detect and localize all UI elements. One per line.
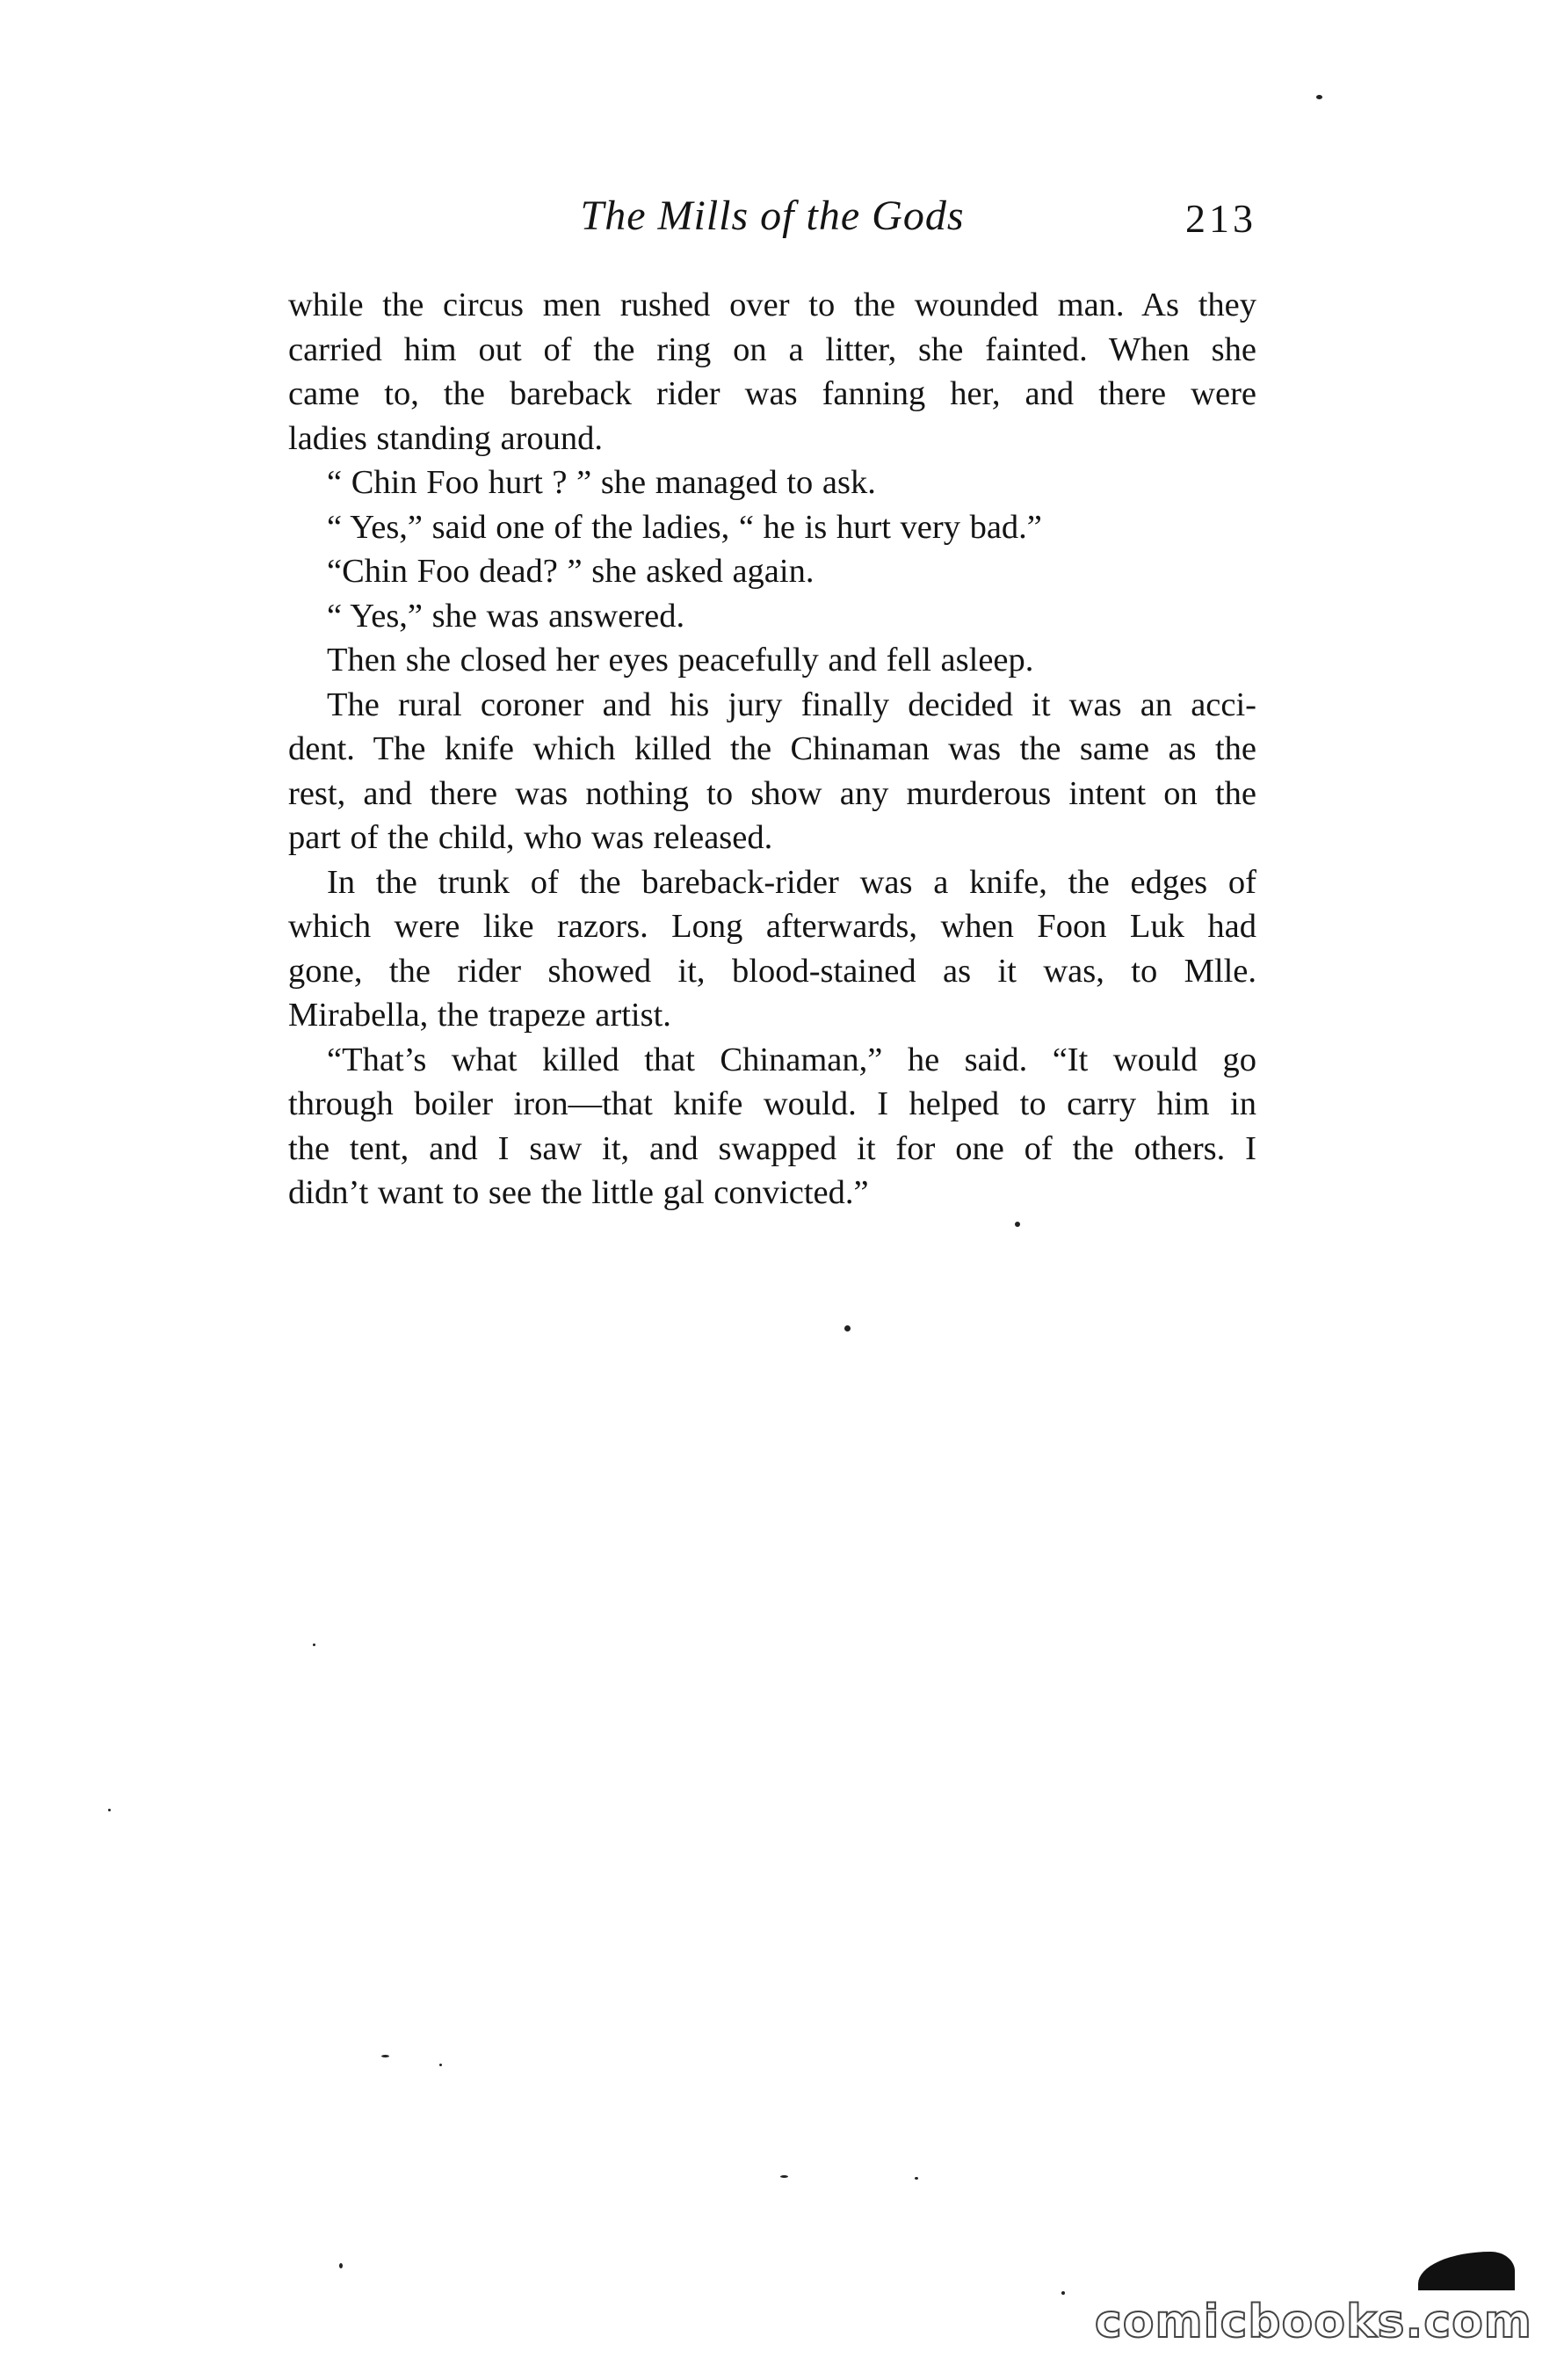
text-line: The rural coroner and his jury finally decided it was an acci- <box>327 686 1256 723</box>
running-title: The Mills of the Gods <box>580 192 965 239</box>
text-line: while the circus men rushed over to the wounded man. As they <box>288 287 1256 323</box>
text-line: In the trunk of the bareback-rider was a knife, the edges of <box>327 863 1256 901</box>
text-line: rest, and there was nothing to show any murderous intent on the <box>288 774 1256 812</box>
scan-speck <box>1061 2291 1065 2295</box>
text-line: ladies standing around. <box>288 419 604 457</box>
text-line: carried him out of the ring on a litter, she fainted. When she <box>288 330 1256 368</box>
text-line: dent. The knife which killed the Chinaman was the same as the <box>288 730 1256 767</box>
page-number: 213 <box>1185 196 1256 241</box>
scan-speck <box>1015 1222 1020 1227</box>
watermark-text: comicbooks.com <box>1094 2296 1532 2348</box>
watermark-logo <box>1094 2252 1532 2348</box>
text-line: Mirabella, the trapeze artist. <box>288 997 671 1034</box>
text-line: “Chin Foo dead? ” she asked again. <box>327 553 815 590</box>
scan-speck <box>780 2175 788 2178</box>
scan-speck <box>313 1644 315 1646</box>
scan-speck <box>381 2055 389 2057</box>
scan-speck <box>439 2064 442 2066</box>
running-head <box>288 192 1256 253</box>
text-line: gone, the rider showed it, blood-stained as it was, to Mlle. <box>288 952 1256 990</box>
text-line: “ Yes,” she was answered. <box>327 597 685 635</box>
scan-speck <box>339 2263 343 2268</box>
text-line: Then she closed her eyes peacefully and fell asleep. <box>327 642 1034 678</box>
watermark-swoosh-icon <box>1418 2252 1515 2290</box>
text-line: “ Yes,” said one of the ladies, “ he is hurt very bad.” <box>327 508 1042 546</box>
text-line: the tent, and I saw it, and swapped it for one of the others. I <box>288 1129 1256 1167</box>
scan-speck <box>844 1325 851 1331</box>
scan-speck <box>108 1809 111 1811</box>
text-line: came to, the bareback rider was fanning her, and there were <box>288 375 1256 412</box>
text-line: “ Chin Foo hurt ? ” she managed to ask. <box>327 464 876 501</box>
text-line: “That’s what killed that Chinaman,” he said. “It would go <box>327 1041 1256 1078</box>
text-line: through boiler iron—that knife would. I helped to carry him in <box>288 1085 1256 1122</box>
scan-speck <box>1316 95 1322 99</box>
text-line: didn’t want to see the little gal convicted.” <box>288 1174 869 1211</box>
text-line: which were like razors. Long afterwards, when Foon Luk had <box>288 908 1256 945</box>
scan-speck <box>915 2177 918 2180</box>
text-line: part of the child, who was released. <box>288 819 773 856</box>
body-text <box>288 283 1256 1215</box>
